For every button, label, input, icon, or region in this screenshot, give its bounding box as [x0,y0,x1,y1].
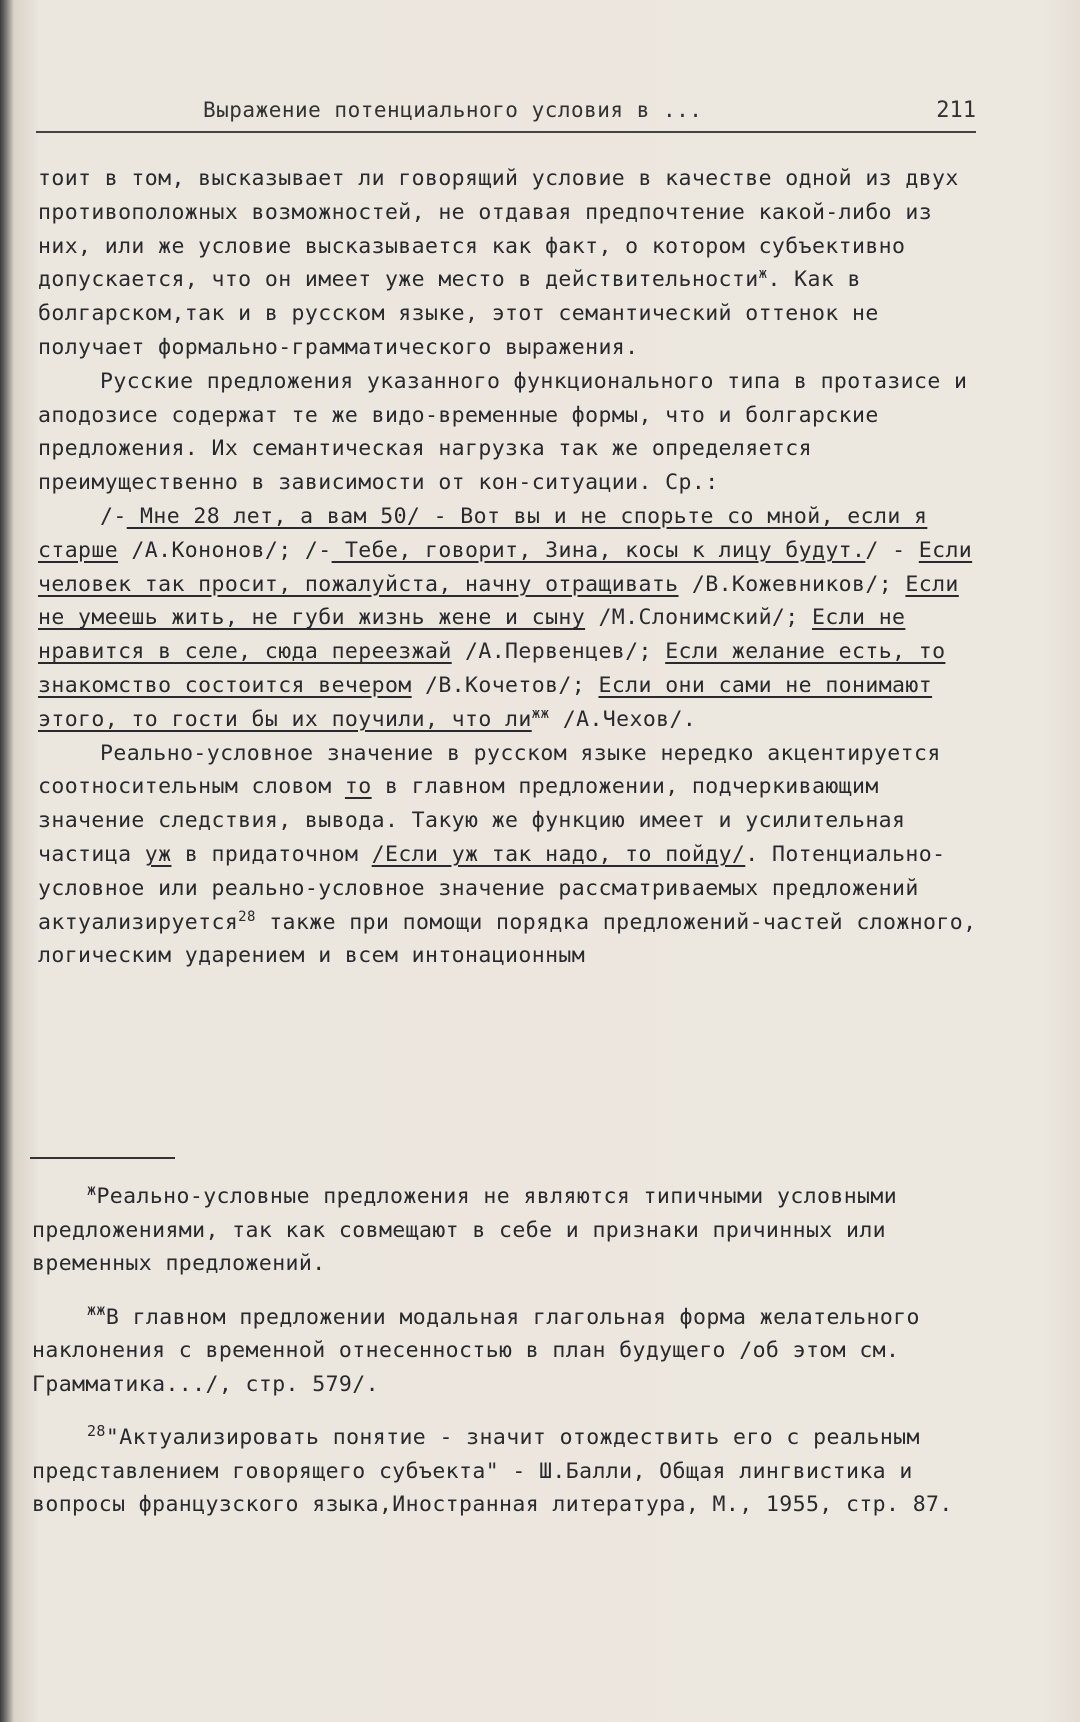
paragraph-2: Русские предложения указанного функционального типа в протазисе и аподозисе содержат те же видо-временные формы, что и болгарские предложения. Их семантическая нагрузка так же определяется преимущественно в зависимости от кон-ситуации. Ср.: [38,368,968,496]
example-7-source: /А.Чехов/. [549,706,697,732]
paragraph-3-text-d: . Потенциально-условное или реально-условное значение рассматриваемых предложений актуализируется [38,841,946,935]
footnote-1-mark: ж [87,1180,97,1199]
page-number: 211 [936,98,976,123]
paragraph-1-text: тоит в том, высказывает ли говорящий условие в качестве одной из двух противоположных возможностей, не отдавая предпочтение какой-либо из них, или же условие высказывается как факт, о котором субъективно допускается, что он имеет уже место в действительности [38,166,959,293]
example-1-source: /А.Кононов/; [118,537,305,563]
example-2-prefix: /- [304,537,332,563]
example-5-source: /А.Первенцев/; [451,639,666,665]
example-8: /Если уж так надо, то пойду/ [371,841,746,867]
footnote-2-mark: жж [87,1301,106,1320]
example-2: Тебе, говорит, Зина, косы к лицу будут. [331,537,866,563]
paragraph-1 [38,162,988,365]
paragraph-3-text-b: в главном предложении, подчеркивающим значение следствия, вывода. Такую же функцию имеет и усилительная частица [38,774,906,867]
example-5: Если не нравится в селе, сюда переезжай [38,605,906,665]
paragraph-3-text-c: в придаточном [171,841,372,867]
paragraph-3-text-e: также при помощи порядка предложений-частей сложного, логическим ударением и всем интонационным [38,909,977,969]
footnote-rule [30,1157,175,1159]
footnote-ref-2: жж [531,705,550,722]
example-4: Если не умеешь жить, не губи жизнь жене и сыну [38,571,959,631]
example-3-source: /В.Кожевников/; [678,571,906,597]
footnote-ref-1: ж [758,266,768,283]
footnote-1 [32,1180,987,1281]
paragraph-3 [38,737,988,974]
paragraph-1-tail: . Как в болгарском,так и в русском языке, этот семантический оттенок не получает формально-грамматического выражения. [38,267,879,360]
footnote-2-text: В главном предложении модальная глагольная форма желательного наклонения с временной отнесенностью в план будущего /об этом см. Грамматика.../, стр. 579/. [32,1304,920,1397]
footnote-28-text: "Актуализировать понятие - значит отождествить его с реальным представлением говорящего субъекта" - Ш.Балли, Общая лингвистика и вопросы французского языка,Иностранная литература, М., 1955, стр. 87. [32,1425,953,1517]
example-6: Если желание есть, то знакомство состоится вечером [38,639,946,698]
footnote-1-text: Реально-условные предложения не являются типичными условными предложениями, так как совмещают в себе и признаки причинных или временных предложений. [32,1184,898,1276]
header-rule [36,131,976,133]
word-uzh: уж [144,841,172,867]
footnotes [32,1180,987,1542]
example-1: Мне 28 лет, а вам 50/ - Вот вы и не спорьте со мной, если я старше [38,503,928,563]
example-1-prefix: /- [100,503,127,529]
example-2-separator: / - [865,537,919,563]
word-to: то [344,774,372,800]
examples-paragraph [38,500,988,737]
footnote-2 [32,1301,987,1402]
footnote-28-mark: 28 [87,1421,106,1440]
example-7: Если они сами не понимают этого, то гости бы их поучили, что ли [38,672,933,732]
example-6-source: /В.Кочетов/; [411,672,599,698]
example-3: Если человек так просит, пожалуйста, начну отращивать [38,537,973,597]
footnote-ref-28: 28 [238,908,256,925]
footnote-28 [32,1421,987,1522]
main-text [38,162,988,973]
example-4-source: /М.Слонимский/; [585,605,812,631]
running-header [36,98,976,136]
paragraph-3-text-a: Реально-условное значение в русском языке нередко акцентируется соотносительным словом [38,740,941,800]
running-header-title: Выражение потенциального условия в ... [203,98,703,122]
